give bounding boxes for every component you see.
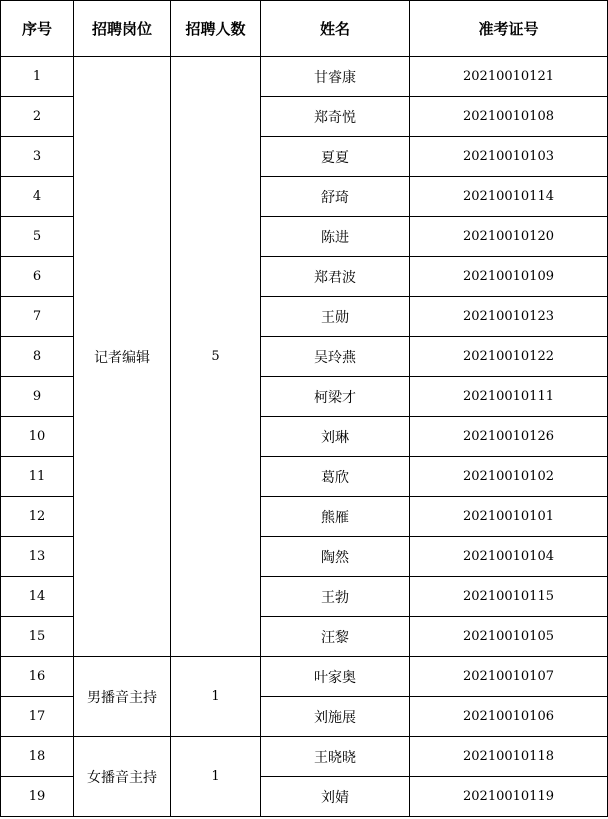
serial-no-cell: 5 — [1, 217, 74, 257]
name-cell: 叶家奥 — [261, 657, 410, 697]
serial-no-cell: 7 — [1, 297, 74, 337]
exam-id-cell: 20210010121 — [410, 57, 608, 97]
name-cell: 刘琳 — [261, 417, 410, 457]
exam-id-cell: 20210010122 — [410, 337, 608, 377]
exam-id-cell: 20210010101 — [410, 497, 608, 537]
header-name: 姓名 — [261, 1, 410, 57]
name-cell: 王晓晓 — [261, 737, 410, 777]
exam-id-cell: 20210010120 — [410, 217, 608, 257]
exam-id-cell: 20210010111 — [410, 377, 608, 417]
name-cell: 陈进 — [261, 217, 410, 257]
serial-no-cell: 15 — [1, 617, 74, 657]
name-cell: 夏夏 — [261, 137, 410, 177]
serial-no-cell: 8 — [1, 337, 74, 377]
exam-id-cell: 20210010114 — [410, 177, 608, 217]
serial-no-cell: 18 — [1, 737, 74, 777]
exam-id-cell: 20210010126 — [410, 417, 608, 457]
table-row — [1, 737, 608, 777]
serial-no-cell: 1 — [1, 57, 74, 97]
exam-id-cell: 20210010119 — [410, 777, 608, 817]
header-row — [1, 1, 608, 57]
exam-id-cell: 20210010115 — [410, 577, 608, 617]
exam-id-cell: 20210010108 — [410, 97, 608, 137]
exam-id-cell: 20210010107 — [410, 657, 608, 697]
name-cell: 刘施展 — [261, 697, 410, 737]
header-exam-id: 准考证号 — [410, 1, 608, 57]
exam-id-cell: 20210010106 — [410, 697, 608, 737]
name-cell: 郑君波 — [261, 257, 410, 297]
position-cell: 记者编辑 — [74, 57, 171, 657]
serial-no-cell: 17 — [1, 697, 74, 737]
serial-no-cell: 6 — [1, 257, 74, 297]
serial-no-cell: 13 — [1, 537, 74, 577]
header-hiring-count: 招聘人数 — [171, 1, 261, 57]
name-cell: 柯梁才 — [261, 377, 410, 417]
name-cell: 刘婧 — [261, 777, 410, 817]
name-cell: 王勋 — [261, 297, 410, 337]
exam-id-cell: 20210010103 — [410, 137, 608, 177]
position-cell: 女播音主持 — [74, 737, 171, 817]
exam-id-cell: 20210010104 — [410, 537, 608, 577]
name-cell: 汪黎 — [261, 617, 410, 657]
table-row — [1, 57, 608, 97]
serial-no-cell: 9 — [1, 377, 74, 417]
hiring-count-cell: 1 — [171, 657, 261, 737]
exam-id-cell: 20210010109 — [410, 257, 608, 297]
serial-no-cell: 2 — [1, 97, 74, 137]
table-row — [1, 657, 608, 697]
name-cell: 甘睿康 — [261, 57, 410, 97]
serial-no-cell: 10 — [1, 417, 74, 457]
serial-no-cell: 14 — [1, 577, 74, 617]
serial-no-cell: 12 — [1, 497, 74, 537]
exam-id-cell: 20210010102 — [410, 457, 608, 497]
name-cell: 郑奇悦 — [261, 97, 410, 137]
name-cell: 熊雁 — [261, 497, 410, 537]
name-cell: 陶然 — [261, 537, 410, 577]
exam-id-cell: 20210010123 — [410, 297, 608, 337]
hiring-count-cell: 1 — [171, 737, 261, 817]
name-cell: 吴玲燕 — [261, 337, 410, 377]
name-cell: 葛欣 — [261, 457, 410, 497]
name-cell: 舒琦 — [261, 177, 410, 217]
table-body — [1, 57, 608, 817]
header-serial-no: 序号 — [1, 1, 74, 57]
serial-no-cell: 11 — [1, 457, 74, 497]
name-cell: 王勃 — [261, 577, 410, 617]
serial-no-cell: 4 — [1, 177, 74, 217]
serial-no-cell: 19 — [1, 777, 74, 817]
exam-id-cell: 20210010105 — [410, 617, 608, 657]
table-header — [1, 1, 608, 57]
exam-id-cell: 20210010118 — [410, 737, 608, 777]
hiring-count-cell: 5 — [171, 57, 261, 657]
header-position: 招聘岗位 — [74, 1, 171, 57]
position-cell: 男播音主持 — [74, 657, 171, 737]
serial-no-cell: 16 — [1, 657, 74, 697]
serial-no-cell: 3 — [1, 137, 74, 177]
